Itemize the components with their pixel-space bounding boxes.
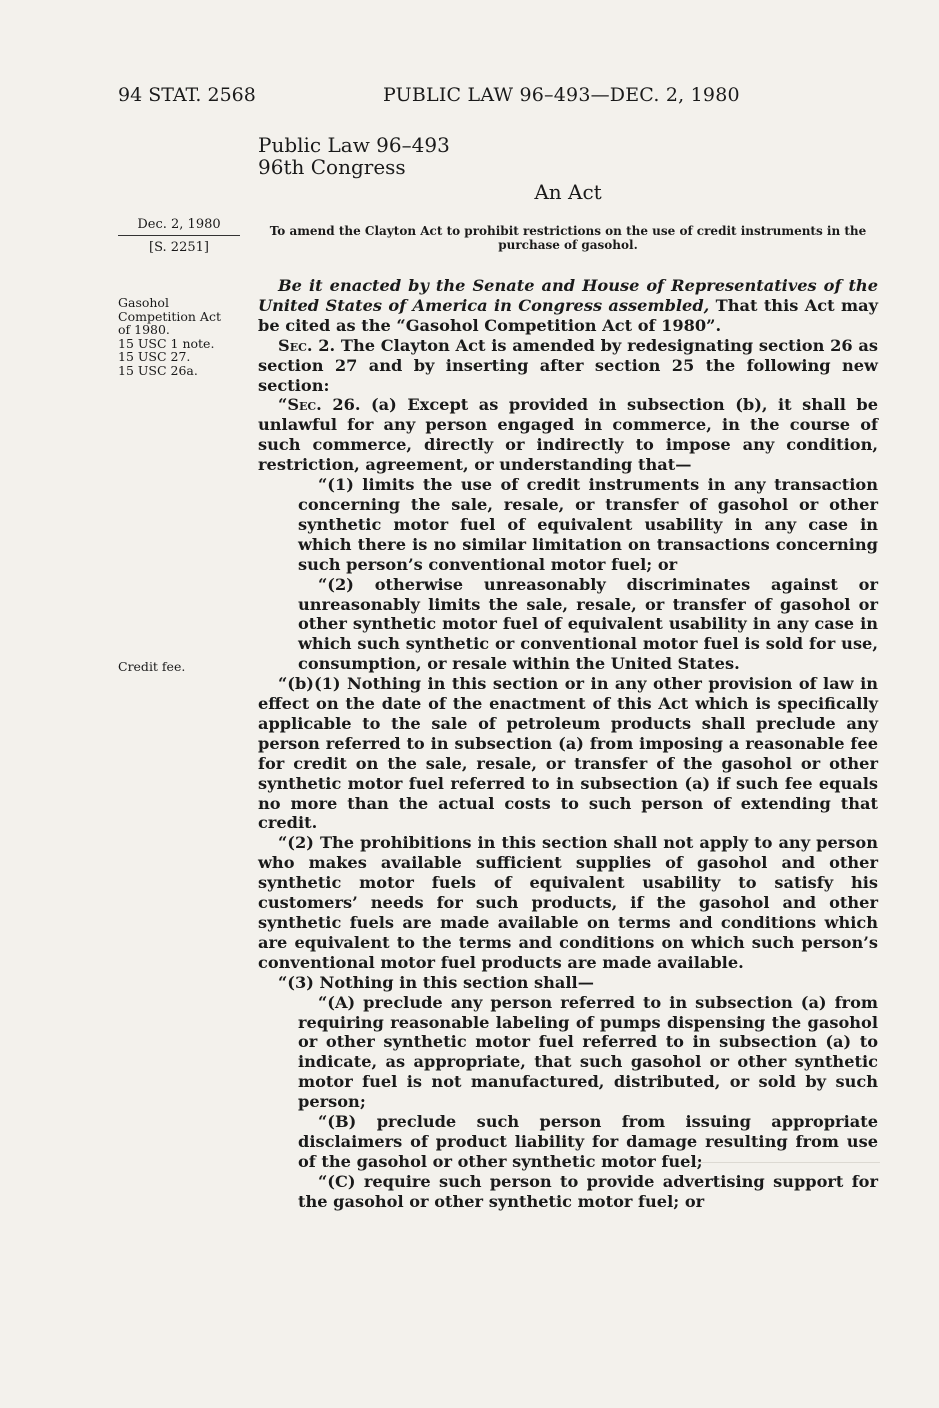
running-title: PUBLIC LAW 96–493—DEC. 2, 1980 (383, 84, 740, 106)
enacting-formula: Be it enacted by the Senate and House of Representatives of the United States of America in Congress assembled, (258, 276, 878, 315)
paragraph-b3: “(3) Nothing in this section shall— (278, 972, 594, 992)
margin-notes (118, 296, 221, 377)
margin-note: 15 USC 26a. (118, 362, 198, 378)
act-purpose: To amend the Clayton Act to prohibit restrictions on the use of credit instruments in the purchase of gasohol. (269, 224, 867, 252)
act-body (258, 276, 878, 1212)
margin-note-credit-fee: Credit fee. (118, 659, 186, 674)
section-text: . 26. (a) Except as provided in subsection (b), it shall be unlawful for any person engaged in commerce, in the course of such commerce, directly or indirectly to impose any condition, restriction, agreement, or understanding that— (258, 395, 878, 475)
public-law-number: Public Law 96–493 (258, 133, 450, 157)
margin-note: 15 USC 1 note. (118, 335, 215, 351)
subsection-b1: “(b)(1) Nothing in this section or in any other provision of law in effect on the date of the enactment of this Act which is specifically applicable to the sale of petroleum products shall preclude any person referred to in subsection (a) from imposing a reasonable fee for credit on the sale, resale, or transfer of the gasohol or other synthetic motor fuel referred to in subsection (a) if such fee equals no more than the actual costs to such person of extending that credit. (258, 674, 878, 833)
section-2 (258, 336, 878, 396)
subparagraph-b3a: “(A) preclude any person referred to in subsection (a) from requiring reasonable labeling of pumps dispensing the gasohol or other synthetic motor fuel referred to in subsection (a) to indicate, as appropriate, that such gasohol or other synthetic motor fuel is not manufactured, distributed, or sold by such person; (298, 992, 878, 1112)
enactment-date: Dec. 2, 1980 (118, 217, 240, 236)
short-title-text: That this Act may be cited as the “Gasohol Competition Act of 1980”. (258, 295, 878, 335)
enactment-date-block (118, 217, 240, 255)
subparagraph-b3c: “(C) require such person to provide advertising support for the gasohol or other synthetic motor fuel; or (298, 1171, 878, 1211)
paragraph-b2: “(2) The prohibitions in this section shall not apply to any person who makes available sufficient supplies of gasohol and other synthetic motor fuels of equivalent usability to satisfy his customers’ needs for such products, if the gasohol and other synthetic fuels are made available on terms and conditions which are equivalent to the terms and conditions on which such person’s conventional motor fuel products are made available. (258, 833, 878, 972)
act-heading: An Act (534, 180, 602, 204)
open-quote: “ (278, 395, 288, 415)
section-26-a (258, 395, 878, 475)
paragraph-a1: “(1) limits the use of credit instruments in any transaction concerning the sale, resale, or transfer of gasohol or other synthetic motor fuel of equivalent usability in any case in which there is no similar limitation on transactions concerning such person’s conventional motor fuel; or (298, 475, 878, 574)
running-header (118, 84, 878, 114)
section-label: Sec (287, 395, 317, 415)
subparagraph-b3b: “(B) preclude such person from issuing appropriate disclaimers of product liability for damage resulting from use of the gasohol or other synthetic motor fuel; (298, 1112, 878, 1171)
bill-number: [S. 2251] (149, 240, 209, 255)
paragraph-a2: “(2) otherwise unreasonably discriminates against or unreasonably limits the sale, resale, or transfer of gasohol or other synthetic motor fuel of equivalent usability in any case in which such synthetic or conventional motor fuel is sold for use, consumption, or resale within the United States. (298, 574, 878, 674)
enacting-clause (258, 276, 878, 336)
page-reference: 94 STAT. 2568 (118, 84, 256, 106)
section-label: Sec (278, 335, 307, 355)
law-heading (258, 134, 450, 178)
margin-note: 15 USC 27. (118, 349, 191, 364)
congress-number: 96th Congress (258, 155, 406, 179)
section-text: . 2. The Clayton Act is amended by redesignating section 26 as section 27 and by inserting after section 25 the following new section: (258, 335, 878, 395)
margin-note: Competition Act (118, 308, 221, 324)
margin-note: of 1980. (118, 322, 170, 337)
margin-note: Gasohol (118, 295, 169, 310)
